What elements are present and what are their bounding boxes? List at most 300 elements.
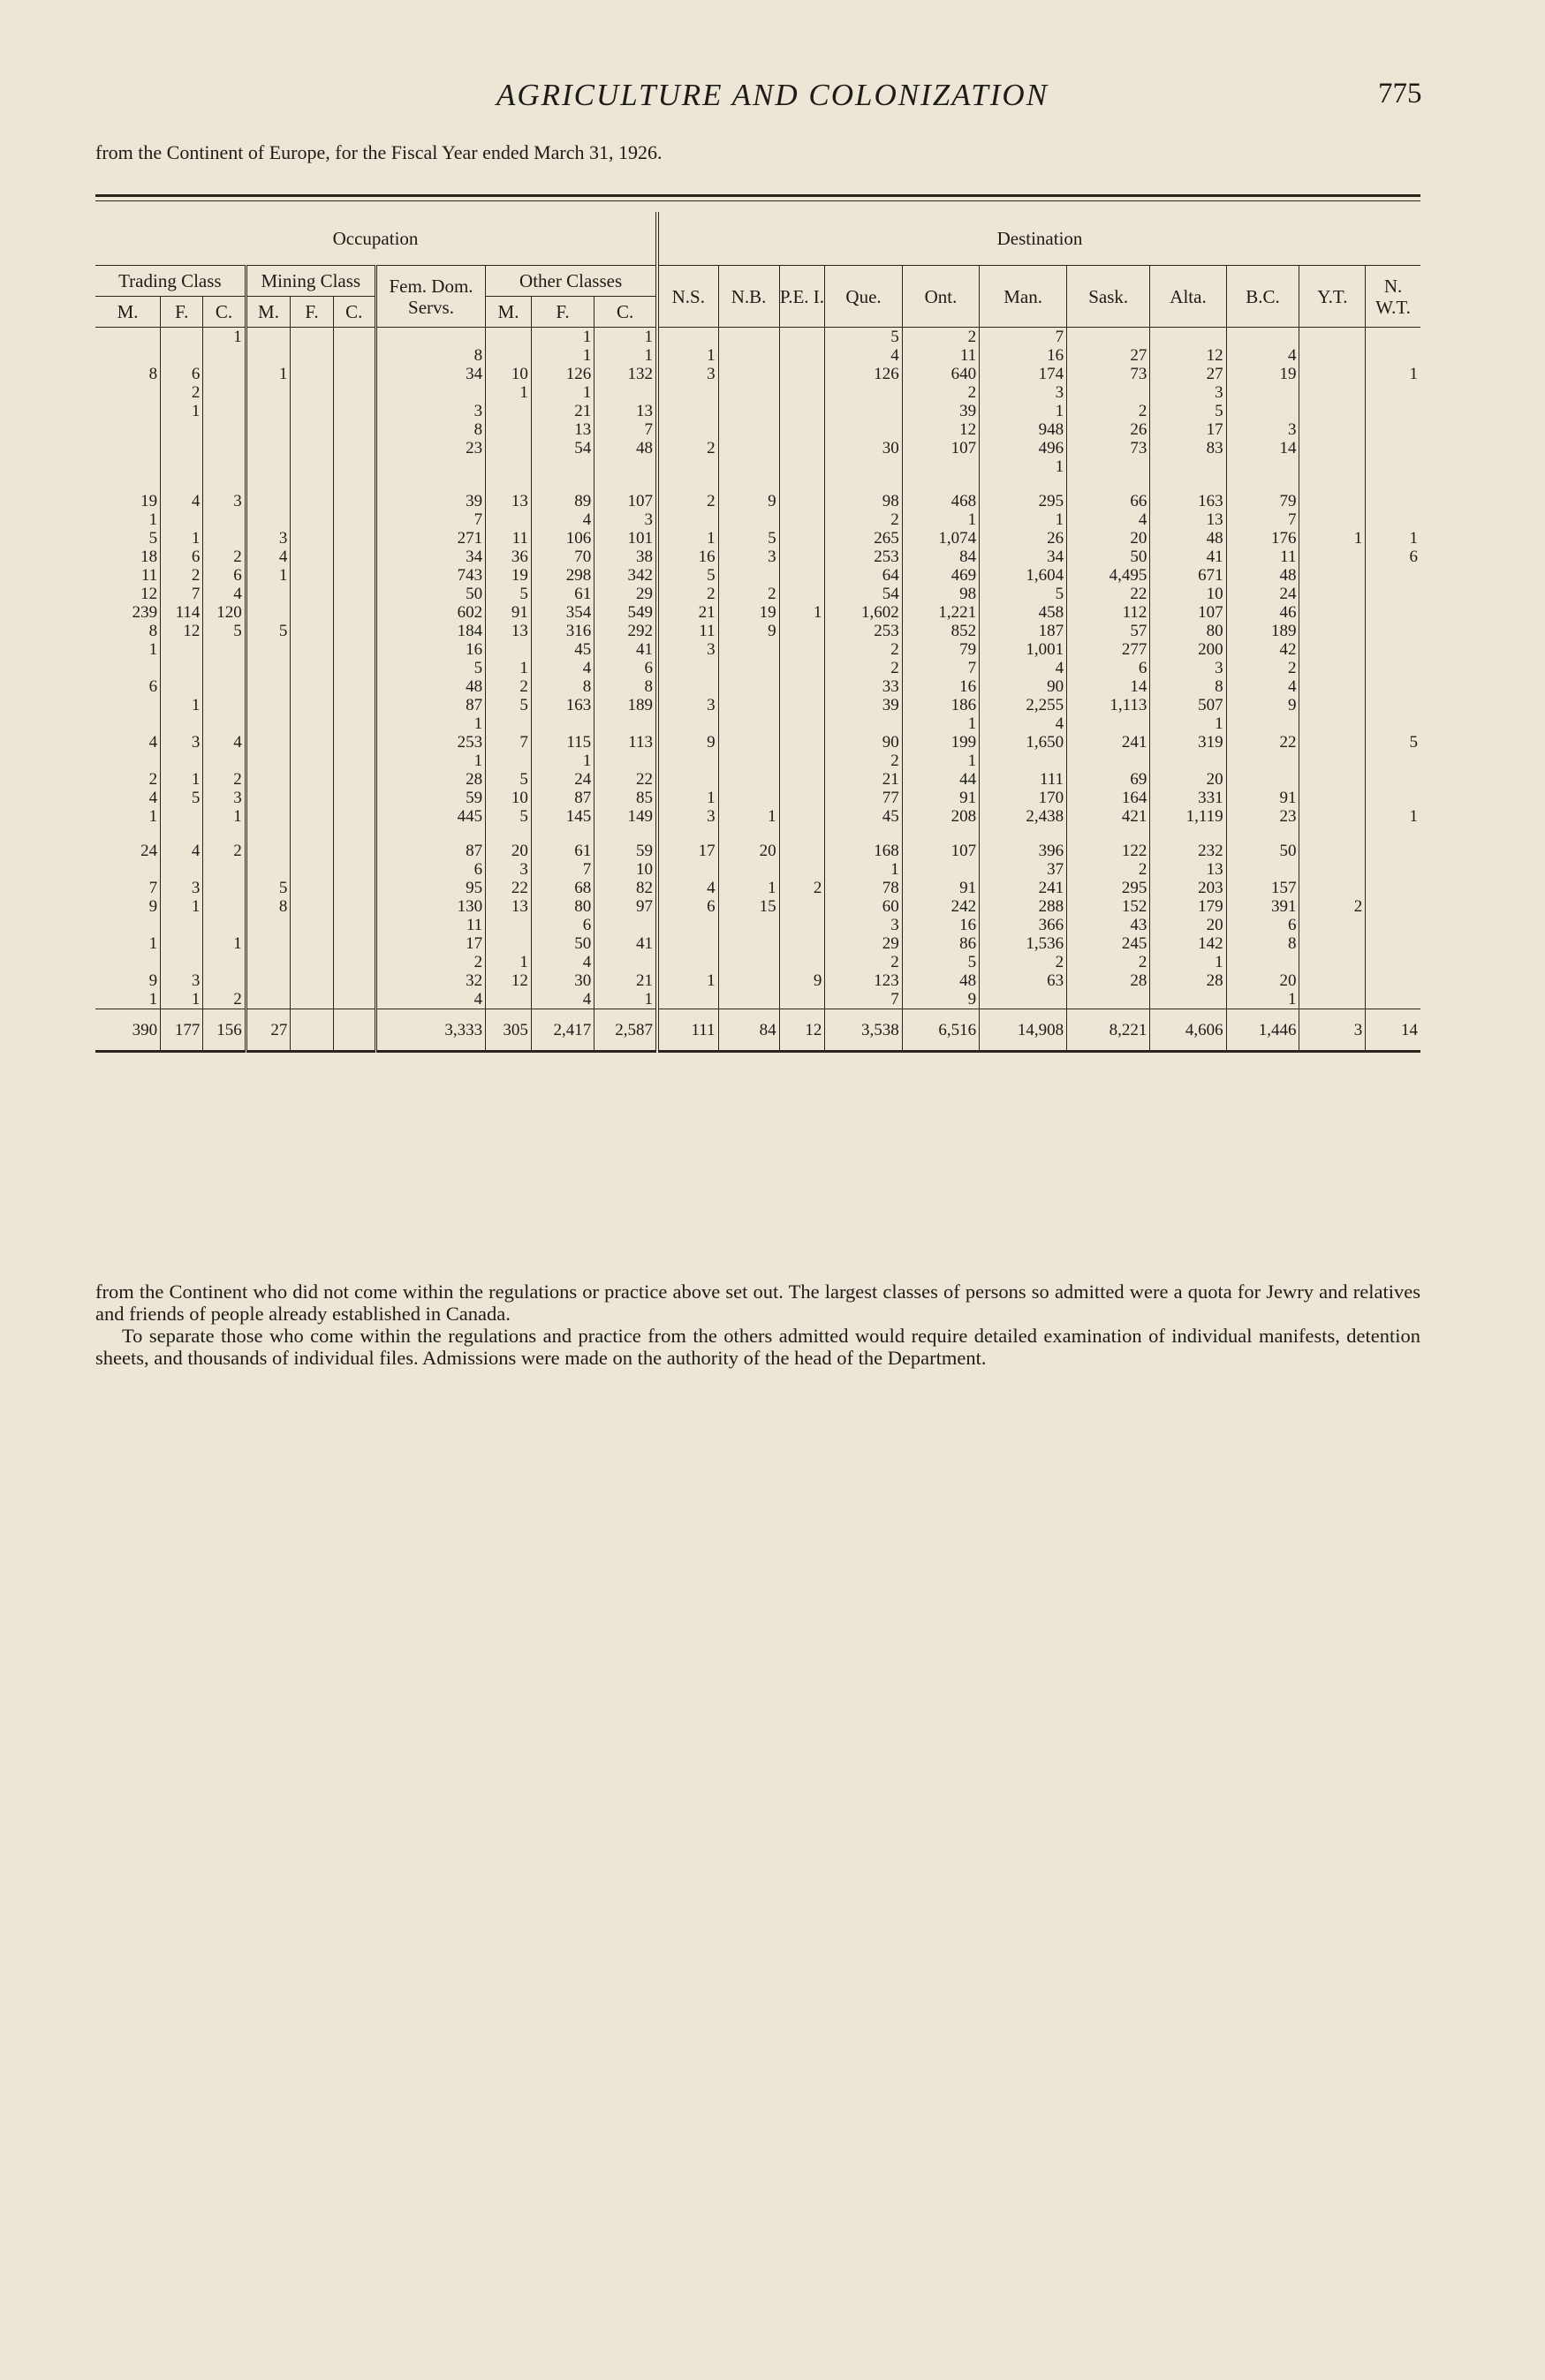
table-cell: 107 [902,439,979,457]
spacer-cell [1150,826,1226,842]
table-cell [657,457,718,476]
table-cell: 295 [980,492,1067,510]
table-cell: 90 [980,677,1067,696]
table-cell: 8 [531,677,594,696]
table-cell: 15 [718,897,779,916]
table-cell: 9 [718,492,779,510]
total-cell: 12 [779,1009,825,1052]
table-cell: 22 [486,879,532,897]
table-cell: 91 [1226,789,1299,807]
table-cell: 1,113 [1067,696,1150,714]
total-cell: 14,908 [980,1009,1067,1052]
table-cell [333,879,375,897]
table-cell [246,677,291,696]
table-cell [375,457,485,476]
table-cell: 50 [531,934,594,953]
table-cell: 8 [148,365,158,383]
table-cell [203,457,246,476]
trading-f-header: F. [161,297,203,328]
table-row [95,879,1420,897]
table-cell: 5 [203,622,246,640]
table-cell [246,603,291,622]
table-cell: 319 [1150,733,1226,752]
table-cell [291,365,333,383]
table-cell [486,640,532,659]
table-cell [1299,622,1366,640]
table-cell: 298 [531,566,594,585]
table-cell: 13 [486,492,532,510]
table-cell [779,733,825,752]
table-cell [1226,383,1299,402]
table-cell [486,990,532,1009]
table-cell [203,677,246,696]
table-cell [779,439,825,457]
table-cell [375,383,485,402]
table-cell [1299,420,1366,439]
table-cell: 6 [595,659,657,677]
table-cell [1299,640,1366,659]
table-row [95,953,1420,971]
spacer-cell [246,826,291,842]
table-cell [1366,677,1420,696]
page-number: 775 [1378,78,1422,110]
table-row [95,752,1420,770]
table-cell [161,510,203,529]
table-cell [95,714,161,733]
table-cell: 12 [486,971,532,990]
table-cell [1067,990,1150,1009]
total-cell: 156 [203,1009,246,1052]
table-cell [246,714,291,733]
table-cell: 101 [595,529,657,548]
table-cell [333,860,375,879]
table-cell [203,640,246,659]
spacer-cell [531,826,594,842]
spacer-cell [779,476,825,492]
table-cell [291,640,333,659]
table-cell [95,752,161,770]
table-cell [1299,770,1366,789]
table-cell: 27 [1067,346,1150,365]
table-cell [246,971,291,990]
table-row [95,622,1420,640]
table-cell: 97 [595,897,657,916]
table-cell [333,842,375,860]
table-cell: 69 [1067,770,1150,789]
table-cell: 1 [161,770,203,789]
table-cell: 1 [657,529,718,548]
table-cell [825,383,902,402]
table-cell: 2 [657,585,718,603]
spacer-cell [657,826,718,842]
spacer-row [95,826,1420,842]
table-cell: 20 [486,842,532,860]
table-cell [291,677,333,696]
spacer-cell [1067,476,1150,492]
table-cell: 2 [486,677,532,696]
table-cell: 77 [825,789,902,807]
table-row [95,916,1420,934]
table-header-row-1 [95,212,1420,266]
table-cell [333,752,375,770]
table-cell: 1,536 [980,934,1067,953]
table-cell: 1 [148,510,158,529]
table-cell [246,807,291,826]
table-cell [1366,842,1420,860]
table-cell: 1,602 [825,603,902,622]
table-cell: 640 [902,365,979,383]
table-cell: 507 [1150,696,1226,714]
table-row [95,365,1420,383]
table-cell [246,990,291,1009]
table-cell: 2 [657,439,718,457]
table-cell [246,733,291,752]
table-cell: 1,650 [980,733,1067,752]
table-cell [1226,457,1299,476]
spacer-cell [486,826,532,842]
table-cell: 14 [1067,677,1150,696]
table-cell: 3 [161,879,203,897]
table-cell [95,916,161,934]
dest-header-man: Man. [980,266,1067,328]
table-cell: 1 [1150,953,1226,971]
table-cell: 22 [595,770,657,789]
table-cell: 1 [531,346,594,365]
other-classes-header: Other Classes [486,266,657,297]
table-cell [779,897,825,916]
table-cell [779,807,825,826]
table-row [95,842,1420,860]
table-cell [779,548,825,566]
table-cell: 3 [375,402,485,420]
table-cell [333,677,375,696]
table-cell: 80 [1150,622,1226,640]
table-cell [825,714,902,733]
table-cell: 1 [1366,807,1420,826]
table-cell [333,934,375,953]
table-header-row-2 [95,266,1420,297]
table-cell: 29 [595,585,657,603]
table-cell [291,402,333,420]
table-cell: 1 [161,897,203,916]
table-cell: 130 [375,897,485,916]
table-cell [95,383,161,402]
table-row [95,457,1420,476]
table-cell: 87 [375,842,485,860]
table-cell [595,953,657,971]
total-cell: 390 [95,1009,161,1052]
table-cell [291,789,333,807]
other-c-header: C. [595,297,657,328]
table-cell [657,990,718,1009]
top-rule-thin [95,200,1420,201]
table-cell [1299,383,1366,402]
table-cell [246,585,291,603]
table-cell: 113 [595,733,657,752]
table-cell: 5 [246,879,291,897]
table-cell [486,752,532,770]
table-cell [779,934,825,953]
table-cell [291,420,333,439]
table-cell [1226,402,1299,420]
table-cell: 13 [1150,510,1226,529]
table-cell: 1 [203,934,246,953]
table-cell: 80 [531,897,594,916]
table-cell: 19 [140,492,158,510]
table-cell: 2 [1226,659,1299,677]
table-cell: 2 [825,640,902,659]
table-cell: 168 [825,842,902,860]
table-cell: 1 [531,383,594,402]
table-cell: 4 [203,585,246,603]
table-cell: 3 [203,789,246,807]
table-cell: 13 [1150,860,1226,879]
table-cell: 2 [825,953,902,971]
table-cell [95,953,161,971]
table-cell [718,328,779,347]
table-cell [1226,328,1299,347]
table-cell: 114 [161,603,203,622]
table-cell: 1 [161,402,203,420]
table-cell: 2,438 [980,807,1067,826]
table-cell: 4 [531,990,594,1009]
table-row [95,548,1420,566]
table-cell: 253 [825,622,902,640]
table-cell [291,659,333,677]
table-cell [161,457,203,476]
spacer-cell [1226,476,1299,492]
table-cell: 16 [902,916,979,934]
table-cell [980,990,1067,1009]
mining-m-header: M. [246,297,291,328]
table-cell [291,328,333,347]
table-cell [779,383,825,402]
table-cell [486,714,532,733]
table-cell [333,733,375,752]
table-cell: 4 [161,842,203,860]
table-cell: 66 [1067,492,1150,510]
table-row [95,585,1420,603]
total-cell: 3 [1299,1009,1366,1052]
table-cell: 59 [595,842,657,860]
table-cell: 73 [1067,439,1150,457]
table-cell: 149 [595,807,657,826]
table-cell: 331 [1150,789,1226,807]
table-cell: 73 [1067,365,1150,383]
table-cell: 83 [1150,439,1226,457]
table-cell [1067,457,1150,476]
table-cell: 186 [902,696,979,714]
table-cell [291,492,333,510]
table-cell [595,714,657,733]
table-cell: 3 [980,383,1067,402]
table-cell: 241 [1067,733,1150,752]
table-cell: 5 [161,789,203,807]
table-cell: 265 [825,529,902,548]
table-cell: 176 [1226,529,1299,548]
table-cell [246,457,291,476]
table-cell: 2 [980,953,1067,971]
table-cell: 4 [148,733,158,752]
table-row [95,934,1420,953]
table-cell: 98 [902,585,979,603]
table-cell [1299,402,1366,420]
table-cell [1150,752,1226,770]
table-cell [779,566,825,585]
table-cell [333,770,375,789]
table-cell [1299,733,1366,752]
table-cell [1299,492,1366,510]
table-cell [203,510,246,529]
table-cell: 8 [148,622,158,640]
table-cell [161,640,203,659]
table-cell [333,529,375,548]
dest-header-ont: Ont. [902,266,979,328]
table-cell: 3 [1150,659,1226,677]
table-cell: 4 [375,990,485,1009]
table-cell: 37 [980,860,1067,879]
table-cell: 5 [825,328,902,347]
table-cell [95,659,161,677]
table-cell: 852 [902,622,979,640]
table-cell: 468 [902,492,979,510]
table-cell [657,916,718,934]
table-cell [1067,328,1150,347]
table-cell: 1 [246,365,291,383]
table-cell: 13 [486,897,532,916]
table-cell [1366,990,1420,1009]
table-cell: 1,119 [1150,807,1226,826]
occupation-header: Occupation [95,212,657,266]
table-cell: 391 [1226,897,1299,916]
table-cell: 4 [531,659,594,677]
table-cell [161,916,203,934]
table-cell: 1 [531,752,594,770]
table-cell: 2 [203,990,246,1009]
table-cell [779,953,825,971]
spacer-cell [375,826,485,842]
table-cell: 48 [595,439,657,457]
table-cell [291,346,333,365]
table-cell [246,934,291,953]
table-cell: 106 [531,529,594,548]
table-cell: 8 [375,420,485,439]
table-cell: 6 [375,860,485,879]
spacer-cell [1299,826,1366,842]
table-cell: 7 [825,990,902,1009]
table-cell: 1 [1366,365,1420,383]
table-cell [246,860,291,879]
table-cell [1299,510,1366,529]
table-row [95,439,1420,457]
table-cell: 2 [825,510,902,529]
table-cell: 34 [375,365,485,383]
spacer-cell [246,476,291,492]
table-cell: 4 [657,879,718,897]
table-cell [486,346,532,365]
spacer-cell [980,476,1067,492]
table-cell [1299,714,1366,733]
table-cell [246,916,291,934]
table-cell [333,585,375,603]
total-cell [291,1009,333,1052]
table-cell: 1 [486,659,532,677]
table-cell [291,752,333,770]
table-cell: 469 [902,566,979,585]
other-f-header: F. [531,297,594,328]
table-cell: 107 [1150,603,1226,622]
table-cell: 5 [1150,402,1226,420]
table-cell: 1 [486,953,532,971]
table-cell: 342 [595,566,657,585]
table-cell [1299,328,1366,347]
table-cell: 7 [531,860,594,879]
table-cell: 20 [1150,770,1226,789]
table-cell: 5 [902,953,979,971]
table-cell [718,659,779,677]
table-cell [291,714,333,733]
table-cell [657,714,718,733]
table-cell: 111 [980,770,1067,789]
table-cell: 21 [657,603,718,622]
table-cell: 5 [486,696,532,714]
table-cell: 354 [531,603,594,622]
table-cell: 1 [203,807,246,826]
table-cell: 6 [1366,548,1420,566]
table-cell: 41 [1150,548,1226,566]
table-cell: 2 [203,770,246,789]
table-cell [1226,860,1299,879]
table-row [95,346,1420,365]
table-cell [1299,346,1366,365]
table-cell: 48 [902,971,979,990]
table-cell [333,659,375,677]
table-cell [291,603,333,622]
table-cell: 1,001 [980,640,1067,659]
table-cell [291,860,333,879]
table-cell: 2 [161,383,203,402]
spacer-cell [1366,826,1420,842]
spacer-cell [825,476,902,492]
table-cell: 549 [595,603,657,622]
table-cell: 63 [980,971,1067,990]
table-cell: 2,255 [980,696,1067,714]
table-cell [161,659,203,677]
table-cell [1366,492,1420,510]
table-row [95,566,1420,585]
dest-header-sask: Sask. [1067,266,1150,328]
table-cell [779,457,825,476]
table-cell [1366,879,1420,897]
table-cell [1366,953,1420,971]
table-row [95,492,1420,510]
table-cell [291,842,333,860]
table-cell: 277 [1067,640,1150,659]
table-cell [1067,714,1150,733]
table-cell [779,420,825,439]
destination-header: Destination [657,212,1420,266]
table-cell [95,860,161,879]
table-cell: 1 [595,346,657,365]
table-cell [1366,696,1420,714]
table-cell [291,733,333,752]
table-cell [1226,953,1299,971]
table-cell [161,677,203,696]
table-cell: 61 [531,842,594,860]
table-cell: 5 [486,585,532,603]
table-row [95,971,1420,990]
mining-c-header: C. [333,297,375,328]
